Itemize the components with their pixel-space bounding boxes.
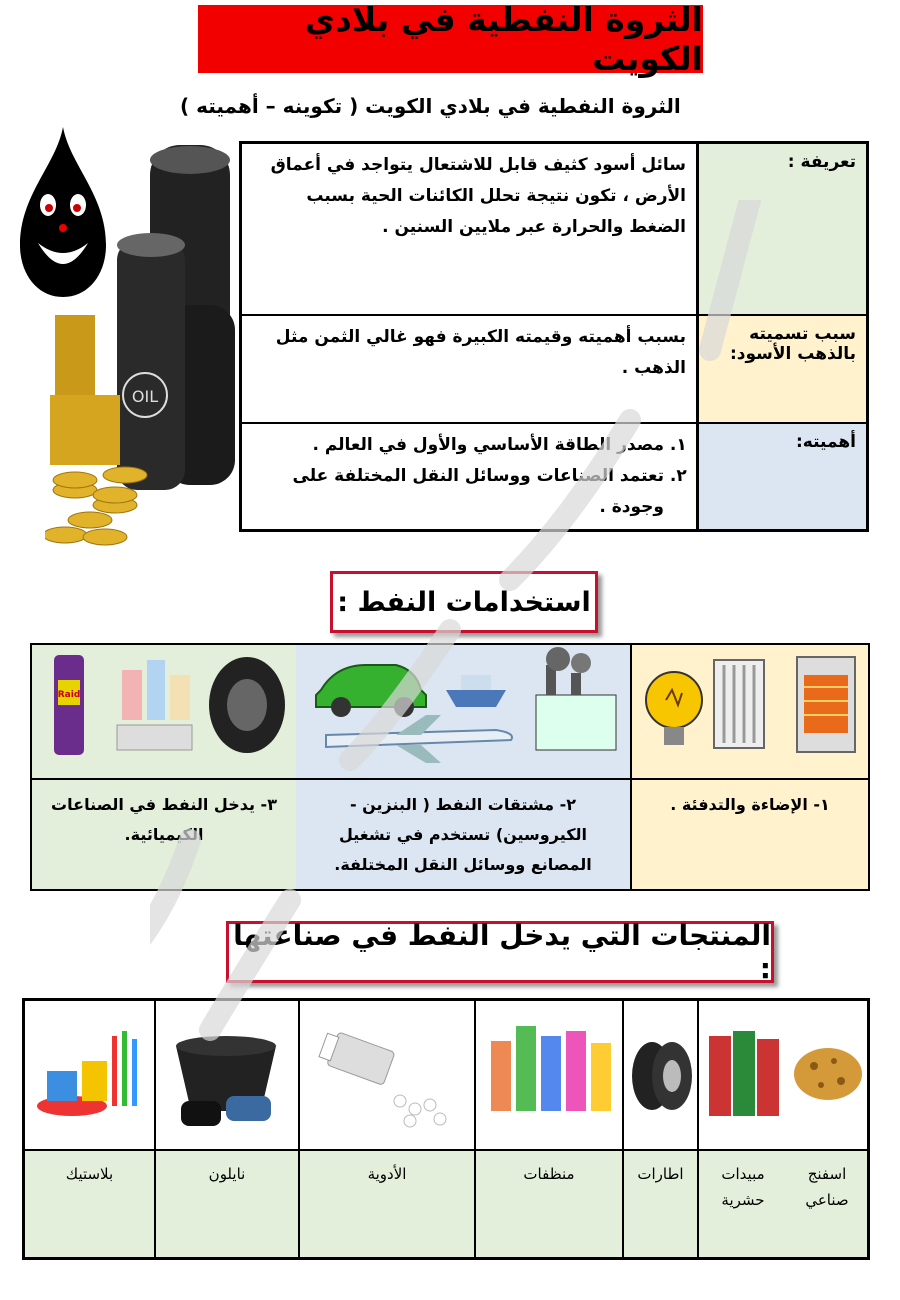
product-cleaners (474, 1001, 622, 1257)
airplane-icon (326, 715, 512, 763)
svg-text:Raid: Raid (57, 690, 81, 700)
factory-icon (536, 647, 616, 750)
definition-row (242, 144, 866, 316)
product-nylon (154, 1001, 298, 1257)
uses-heading: استخدامات النفط : (330, 571, 598, 633)
tires-image (624, 1001, 697, 1151)
car-icon (316, 665, 426, 717)
medicine-icon (117, 660, 192, 750)
plastic-image (25, 1001, 154, 1151)
lightbulb-icon (646, 672, 702, 745)
black-gold-text: بسبب أهميته وقيمته الكبيرة فهو غالي الثمن مثل الذهب . (275, 327, 686, 378)
transport-images (296, 645, 630, 780)
product-sponge (787, 1001, 867, 1257)
black-gold-label: سبب تسميته بالذهب الأسود: (696, 316, 866, 422)
page-title: الثروة النفطية في بلادي الكويت (198, 5, 703, 73)
sponge-image (787, 1001, 867, 1151)
use-heating (632, 645, 868, 889)
product-label: اطارات (624, 1151, 697, 1257)
importance-item: 1. مصدر الطاقة الأساسي والأول في العالم . (252, 430, 664, 461)
product-medicine (298, 1001, 474, 1257)
gold-and-oil-barrels-image (45, 145, 235, 550)
importance-text (242, 424, 696, 529)
use-fuel-text: ٢- مشتقات النفط ( البنزين - الكيروسين) تستخدم في تشغيل المصانع ووسائل النقل المختلفة. (296, 780, 630, 889)
product-label: اسفنج صناعي (787, 1151, 867, 1257)
ship-icon (446, 675, 506, 707)
insecticide-can-icon (54, 655, 84, 755)
oil-radiator-icon (714, 660, 764, 748)
medicine-image (300, 1001, 474, 1151)
product-plastic (25, 1001, 154, 1257)
oil-uses-table (30, 643, 870, 891)
product-label: الأدوية (300, 1151, 474, 1257)
use-fuel (294, 645, 632, 889)
product-insecticide (697, 1001, 787, 1257)
products-heading: المنتجات التي يدخل النفط في صناعتها : (226, 921, 774, 983)
product-label: نايلون (156, 1151, 298, 1257)
svg-text:OIL: OIL (131, 387, 159, 406)
electric-heater-icon (797, 657, 855, 752)
use-chemicals-text: ٣- يدخل النفط في الصناعات الكيميائية. (32, 780, 296, 889)
definition-label: تعريفة : (696, 144, 866, 314)
use-heating-text: ١- الإضاءة والتدفئة . (632, 780, 868, 889)
insecticide-image (699, 1001, 787, 1151)
importance-list (252, 430, 686, 523)
black-gold-row (242, 316, 866, 424)
lightbulb-heater-radiator-icon (632, 645, 868, 778)
page-subtitle: الثروة النفطية في بلادي الكويت ( تكوينه – أهميته ) (180, 94, 681, 118)
tires-medicine-insecticide-icon (32, 645, 296, 778)
product-label: بلاستيك (25, 1151, 154, 1257)
nylon-image (156, 1001, 298, 1151)
oil-info-table (239, 141, 869, 532)
chemical-images (32, 645, 296, 780)
heating-images (632, 645, 868, 780)
product-tires (622, 1001, 697, 1257)
tires-icon (209, 657, 285, 753)
importance-item: 2. تعتمد الصناعات ووسائل النقل المختلفة على وجودة . (252, 461, 664, 523)
car-ship-plane-factory-icon (296, 645, 630, 778)
cleaners-image (476, 1001, 622, 1151)
importance-label: أهميته: (696, 424, 866, 529)
importance-row (242, 424, 866, 529)
definition-text: سائل أسود كثيف قابل للاشتعال يتواجد في أعماق الأرض ، تكون نتيجة تحلل الكائنات الحية بسبب الضغط والحرارة عبر ملايين السنين . (270, 155, 686, 237)
use-chemicals (32, 645, 296, 889)
product-label: منظفات (476, 1151, 622, 1257)
products-table (22, 998, 870, 1260)
product-label: مبيدات حشرية (699, 1151, 787, 1257)
